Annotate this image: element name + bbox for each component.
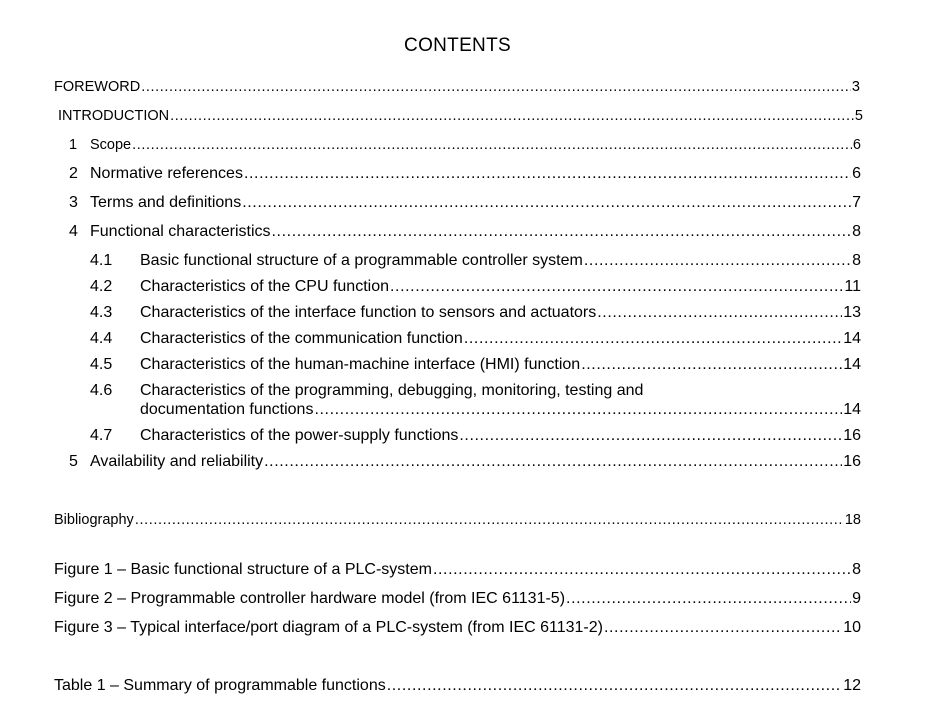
toc-entry-number: 4.7 — [90, 427, 113, 444]
toc-entry-label: Functional characteristics — [90, 223, 271, 240]
toc-entry-page: 11 — [844, 278, 861, 295]
toc-entry-page: 9 — [852, 590, 861, 607]
toc-entry-section-5[interactable] — [69, 452, 861, 472]
toc-entry-subsection-4-2[interactable] — [90, 277, 861, 297]
toc-entry-label: Terms and definitions — [90, 194, 242, 211]
toc-entry-number: 2 — [69, 165, 78, 182]
toc-entry-label: Characteristics of the interface function to sensors and actuators — [140, 304, 597, 321]
leader-dots — [604, 618, 842, 638]
leader-dots — [244, 164, 851, 184]
leader-dots — [581, 355, 842, 375]
toc-entry-figure-3[interactable] — [54, 618, 861, 638]
toc-entry-table-1[interactable] — [54, 676, 861, 696]
leader-dots — [132, 135, 852, 155]
toc-entry-number: 4 — [69, 223, 78, 240]
toc-entry-label: Bibliography — [54, 512, 134, 528]
toc-entry-label: Figure 1 – Basic functional structure of a PLC-system — [54, 561, 432, 578]
toc-entry-page: 10 — [843, 619, 861, 636]
toc-entry-label: FOREWORD — [54, 79, 141, 95]
toc-entry-subsection-4-6-line2[interactable] — [140, 400, 861, 420]
toc-entry-number: 5 — [69, 453, 78, 470]
toc-entry-number: 3 — [69, 194, 78, 211]
toc-entry-section-3[interactable] — [69, 193, 861, 213]
toc-entry-label: Characteristics of the human-machine interface (HMI) function — [140, 356, 581, 373]
leader-dots — [433, 560, 851, 580]
leader-dots — [584, 251, 851, 271]
toc-entry-page: 16 — [843, 427, 861, 444]
toc-entry-number: 4.5 — [90, 356, 113, 373]
toc-entry-number: 4.4 — [90, 330, 113, 347]
toc-entry-label: Characteristics of the communication function — [140, 330, 463, 347]
leader-dots — [597, 303, 842, 323]
toc-entry-number: 1 — [69, 137, 78, 153]
toc-entry-page: 13 — [843, 304, 861, 321]
toc-entry-label: Availability and reliability — [90, 453, 264, 470]
toc-entry-foreword[interactable] — [54, 77, 860, 97]
toc-title: CONTENTS — [404, 35, 511, 56]
toc-entry-page: 7 — [852, 194, 861, 211]
toc-entry-subsection-4-3[interactable] — [90, 303, 861, 323]
leader-dots — [242, 193, 851, 213]
toc-entry-section-2[interactable] — [69, 164, 861, 184]
toc-entry-page: 8 — [852, 252, 861, 269]
toc-entry-page: 8 — [852, 561, 861, 578]
toc-entry-label: Characteristics of the power-supply functions — [140, 427, 459, 444]
toc-entry-label: Table 1 – Summary of programmable functions — [54, 677, 386, 694]
toc-entry-number: 4.3 — [90, 304, 113, 321]
leader-dots — [135, 510, 844, 530]
toc-entry-label: Characteristics of the programming, debugging, monitoring, testing and — [140, 382, 644, 399]
toc-entry-label: Basic functional structure of a programmable controller system — [140, 252, 583, 269]
toc-entry-figure-2[interactable] — [54, 589, 861, 609]
toc-entry-label: Scope — [90, 137, 132, 153]
toc-entry-subsection-4-1[interactable] — [90, 251, 861, 271]
toc-entry-label: INTRODUCTION — [58, 108, 170, 124]
toc-entry-subsection-4-4[interactable] — [90, 329, 861, 349]
leader-dots — [314, 400, 842, 420]
leader-dots — [170, 106, 854, 126]
toc-entry-page: 12 — [843, 677, 861, 694]
toc-entry-introduction[interactable] — [58, 106, 863, 126]
toc-entry-label-continued: documentation functions — [140, 401, 314, 418]
leader-dots — [566, 589, 851, 609]
leader-dots — [459, 426, 842, 446]
toc-entry-number: 4.6 — [90, 382, 113, 399]
leader-dots — [390, 277, 843, 297]
toc-entry-page: 3 — [851, 79, 860, 95]
toc-entry-section-1[interactable] — [69, 135, 861, 155]
toc-entry-number: 4.2 — [90, 278, 113, 295]
toc-entry-label: Characteristics of the CPU function — [140, 278, 389, 295]
toc-entry-subsection-4-5[interactable] — [90, 355, 861, 375]
toc-entry-label: Normative references — [90, 165, 243, 182]
toc-entry-label: Figure 2 – Programmable controller hardware model (from IEC 61131-5) — [54, 590, 566, 607]
toc-entry-page: 14 — [843, 356, 861, 373]
leader-dots — [141, 77, 851, 97]
toc-entry-subsection-4-6-line1[interactable] — [90, 381, 861, 401]
toc-entry-label: Figure 3 – Typical interface/port diagram of a PLC-system (from IEC 61131-2) — [54, 619, 603, 636]
toc-entry-page: 16 — [843, 453, 861, 470]
toc-entry-page: 14 — [843, 401, 861, 418]
toc-entry-bibliography[interactable] — [54, 510, 861, 530]
leader-dots — [464, 329, 842, 349]
toc-entry-page: 18 — [844, 512, 861, 528]
leader-dots — [272, 222, 852, 242]
toc-entry-section-4[interactable] — [69, 222, 861, 242]
toc-entry-page: 5 — [854, 108, 863, 124]
toc-entry-number: 4.1 — [90, 252, 113, 269]
leader-dots — [387, 676, 842, 696]
toc-entry-figure-1[interactable] — [54, 560, 861, 580]
toc-entry-page: 8 — [852, 223, 861, 240]
toc-entry-subsection-4-7[interactable] — [90, 426, 861, 446]
toc-entry-page: 6 — [852, 137, 861, 153]
toc-entry-page: 14 — [843, 330, 861, 347]
leader-dots — [264, 452, 842, 472]
toc-entry-page: 6 — [852, 165, 861, 182]
